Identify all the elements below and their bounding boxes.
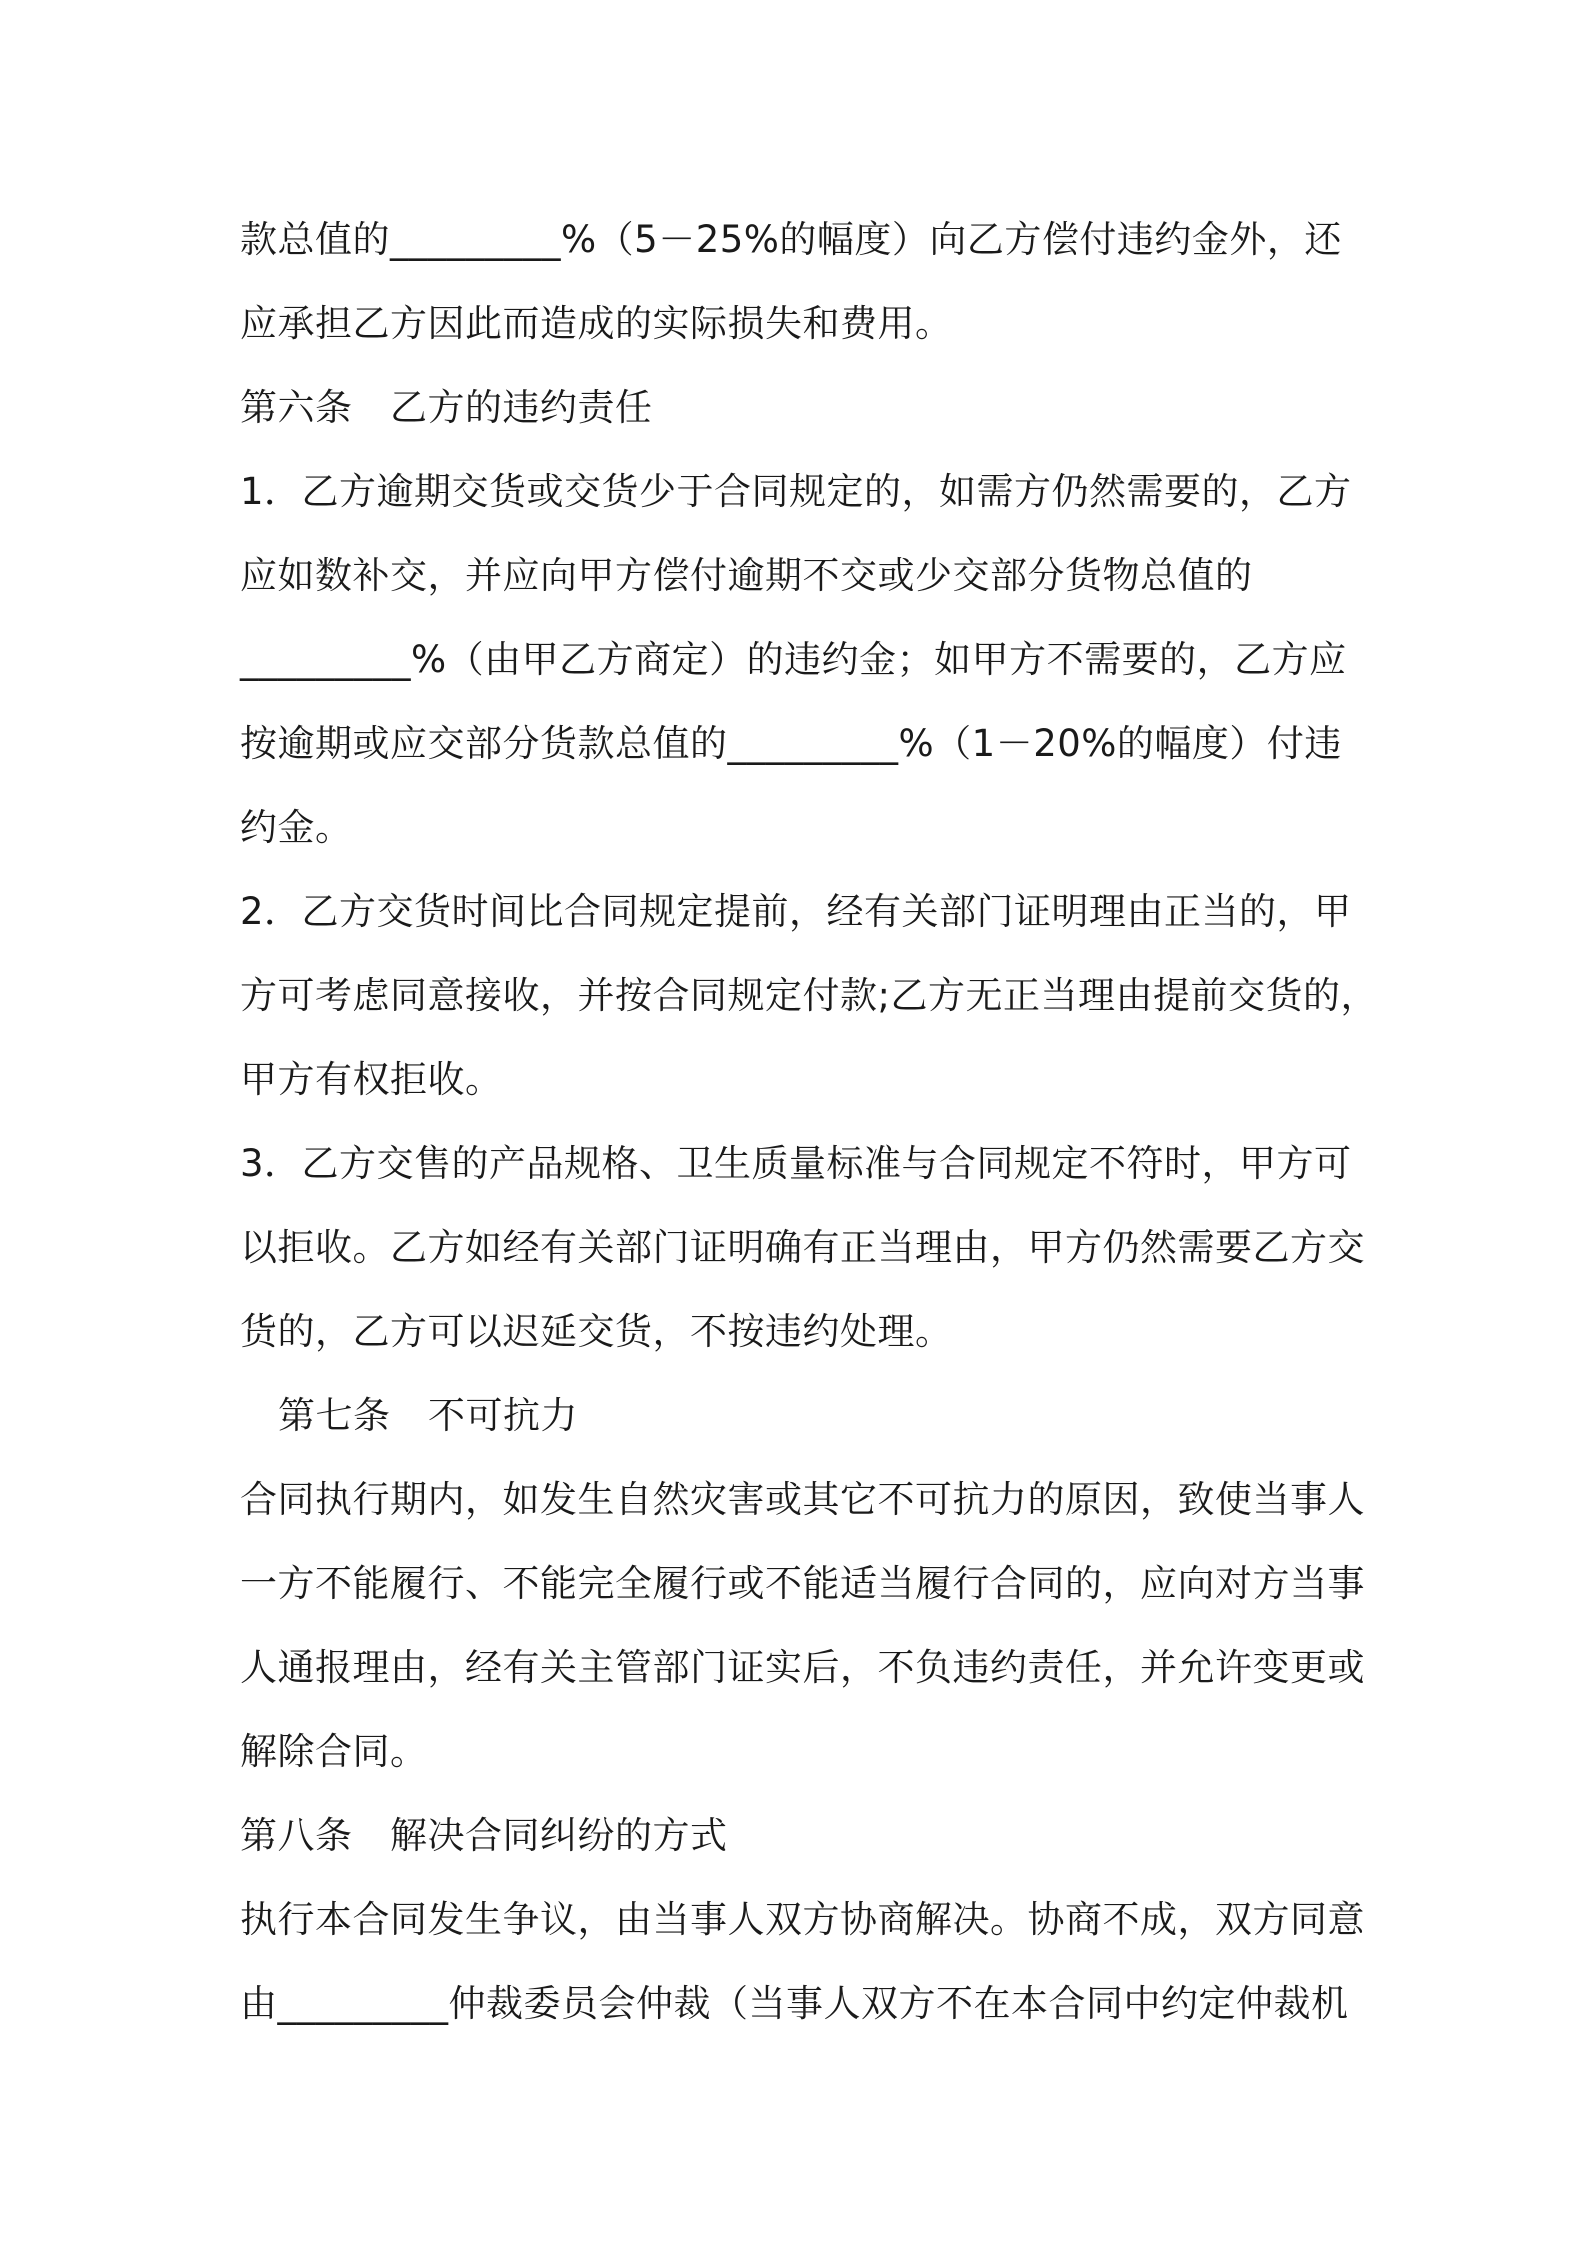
text-line: 人通报理由，经有关主管部门证实后，不负违约责任，并允许变更或 <box>240 1646 1365 1689</box>
text-line: 按逾期或应交部分货款总值的_________%（1－20%的幅度）付违 <box>240 722 1342 765</box>
text-line: 应承担乙方因此而造成的实际损失和费用。 <box>240 302 953 345</box>
text-line: 方可考虑同意接收，并按合同规定付款;乙方无正当理由提前交货的， <box>240 974 1378 1017</box>
document-page <box>240 198 1378 2046</box>
section-heading: 第八条 解决合同纠纷的方式 <box>240 1814 728 1857</box>
section-heading: 第七条 不可抗力 <box>278 1394 578 1437</box>
text-line: 2．乙方交货时间比合同规定提前，经有关部门证明理由正当的，甲 <box>240 890 1352 933</box>
text-line: 以拒收。乙方如经有关部门证明确有正当理由，甲方仍然需要乙方交 <box>240 1226 1365 1269</box>
text-line: 合同执行期内，如发生自然灾害或其它不可抗力的原因，致使当事人 <box>240 1478 1365 1521</box>
text-line: 甲方有权拒收。 <box>240 1058 503 1101</box>
text-line: 由_________仲裁委员会仲裁（当事人双方不在本合同中约定仲裁机 <box>240 1982 1349 2025</box>
text-line: 解除合同。 <box>240 1730 428 1773</box>
section-heading: 第六条 乙方的违约责任 <box>240 386 653 429</box>
text-line: 3．乙方交售的产品规格、卫生质量标准与合同规定不符时，甲方可 <box>240 1142 1352 1185</box>
text-line: 约金。 <box>240 806 353 849</box>
text-line: _________%（由甲乙方商定）的违约金；如甲方不需要的，乙方应 <box>240 638 1347 681</box>
text-line: 1．乙方逾期交货或交货少于合同规定的，如需方仍然需要的，乙方 <box>240 470 1352 513</box>
text-line: 应如数补交，并应向甲方偿付逾期不交或少交部分货物总值的 <box>240 554 1253 597</box>
text-line: 货的，乙方可以迟延交货，不按违约处理。 <box>240 1310 953 1353</box>
text-line: 款总值的_________%（5－25%的幅度）向乙方偿付违约金外，还 <box>240 218 1342 261</box>
text-line: 一方不能履行、不能完全履行或不能适当履行合同的，应向对方当事 <box>240 1562 1365 1605</box>
text-line: 执行本合同发生争议，由当事人双方协商解决。协商不成，双方同意 <box>240 1898 1365 1941</box>
